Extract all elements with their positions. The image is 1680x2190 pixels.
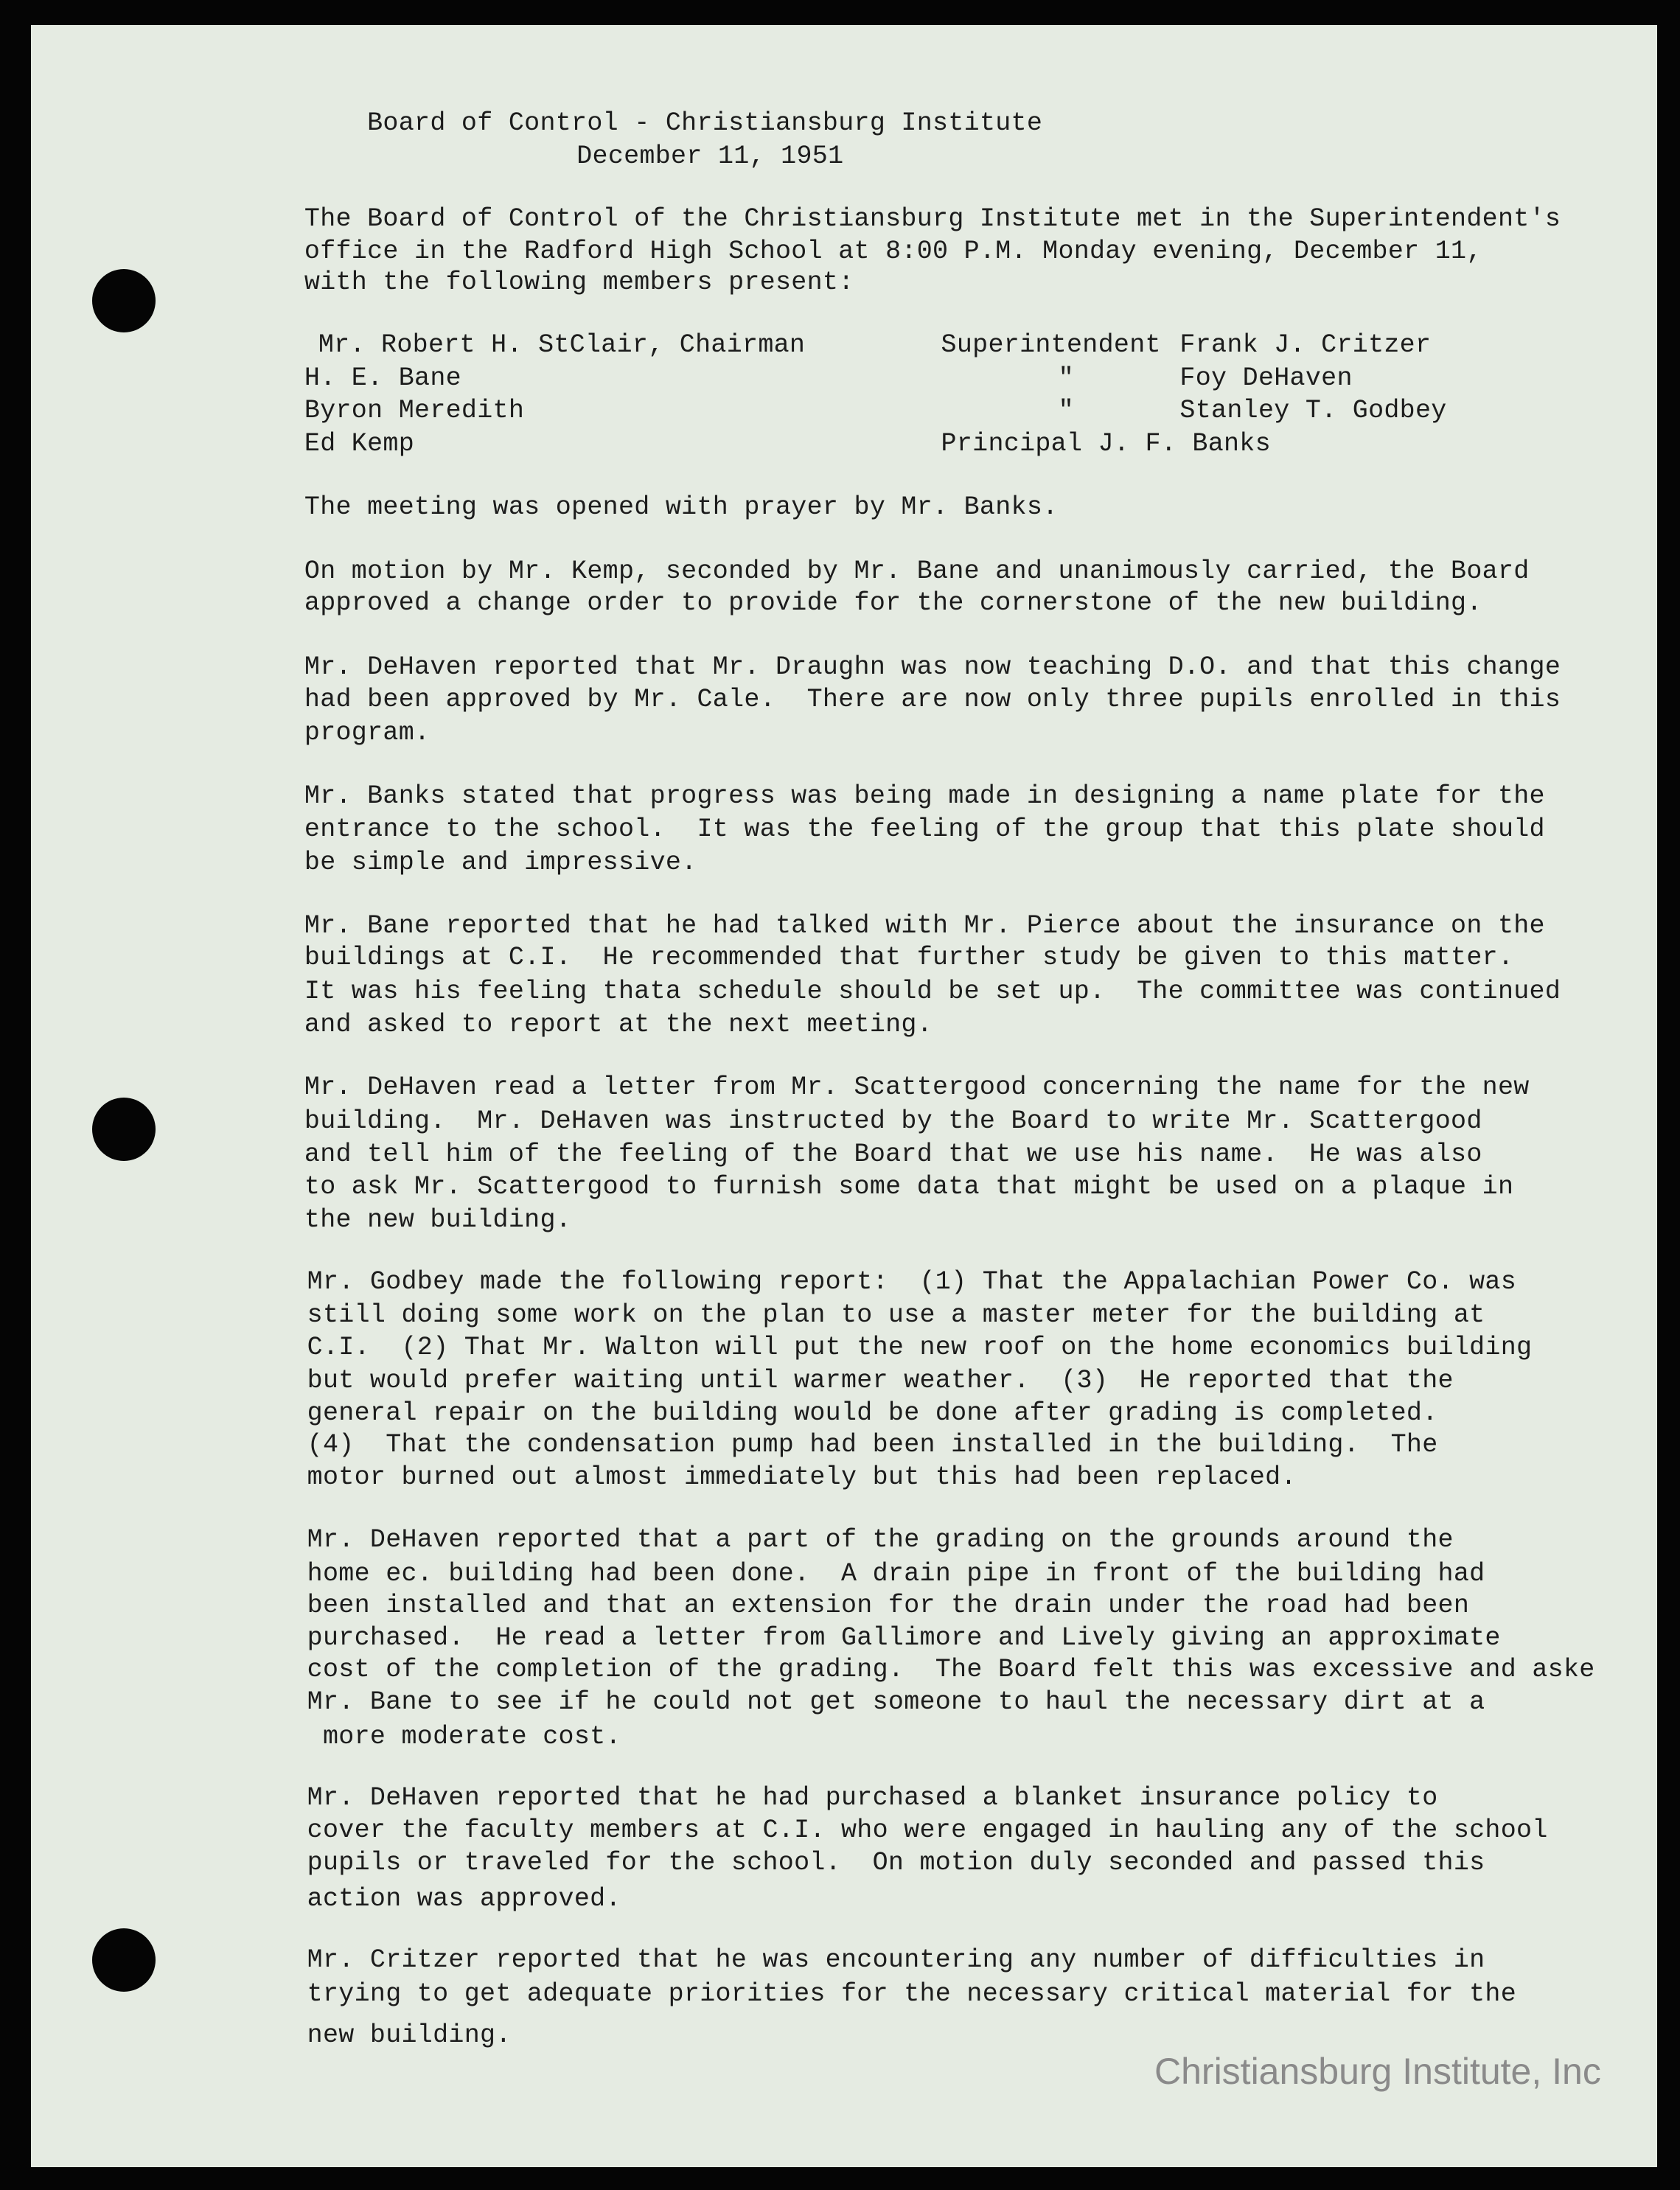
- paragraph-line: approved a change order to provide for the cornerstone of the new building.: [304, 588, 1482, 618]
- paragraph-line: entrance to the school. It was the feeling of the group that this plate should: [304, 815, 1545, 845]
- paragraph-line: cover the faculty members at C.I. who were engaged in hauling any of the school: [307, 1816, 1548, 1846]
- paragraph-line: Mr. Bane reported that he had talked with Mr. Pierce about the insurance on the: [304, 910, 1545, 941]
- paragraph-line: and asked to report at the next meeting.: [304, 1010, 933, 1040]
- paragraph-line: more moderate cost.: [307, 1722, 621, 1752]
- paragraph-line: office in the Radford High School at 8:00 P.M. Monday evening, December 11,: [304, 236, 1482, 266]
- member-role: Principal J. F. Banks: [941, 429, 1271, 459]
- document-date: December 11, 1951: [576, 142, 844, 172]
- paragraph-line: On motion by Mr. Kemp, seconded by Mr. Bane and unanimously carried, the Board: [304, 556, 1530, 586]
- document-page: [31, 25, 1657, 2167]
- member-name: Byron Meredith: [304, 395, 525, 425]
- paragraph-line: home ec. building had been done. A drain pipe in front of the building had: [307, 1558, 1485, 1589]
- paragraph-line: but would prefer waiting until warmer weather. (3) He reported that the: [307, 1366, 1454, 1396]
- paragraph-line: Mr. Critzer reported that he was encountering any number of difficulties in: [307, 1945, 1485, 1975]
- paragraph-line: new building.: [307, 2020, 512, 2051]
- paragraph-line: been installed and that an extension for the drain under the road had been: [307, 1591, 1470, 1621]
- paragraph-line: (4) That the condensation pump had been installed in the building. The: [307, 1430, 1438, 1460]
- member-role: ": [1058, 363, 1074, 394]
- document-title: Board of Control - Christiansburg Institute: [367, 108, 1043, 138]
- paragraph-line: to ask Mr. Scattergood to furnish some data that might be used on a plaque in: [304, 1171, 1514, 1202]
- paragraph-line: cost of the completion of the grading. The Board felt this was excessive and aske: [307, 1655, 1595, 1685]
- paragraph-line: Mr. DeHaven reported that Mr. Draughn was now teaching D.O. and that this change: [304, 652, 1561, 683]
- member-name: H. E. Bane: [304, 363, 461, 394]
- paragraph-line: Mr. DeHaven reported that a part of the grading on the grounds around the: [307, 1525, 1454, 1555]
- paragraph-line: purchased. He read a letter from Gallimore and Lively giving an approximate: [307, 1622, 1501, 1653]
- paragraph-line: It was his feeling thata schedule should be set up. The committee was continued: [304, 976, 1561, 1006]
- paragraph-line: Mr. Bane to see if he could not get someone to haul the necessary dirt at a: [307, 1687, 1485, 1717]
- member-name: Ed Kemp: [304, 429, 415, 459]
- paragraph-line: trying to get adequate priorities for the necessary critical material for the: [307, 1978, 1517, 2009]
- watermark: Christiansburg Institute, Inc: [1154, 2051, 1601, 2092]
- paragraph-line: action was approved.: [307, 1883, 621, 1914]
- member-role: Superintendent: [941, 329, 1161, 360]
- paragraph-line: pupils or traveled for the school. On motion duly seconded and passed this: [307, 1847, 1485, 1877]
- paragraph-line: be simple and impressive.: [304, 848, 697, 878]
- paragraph-line: the new building.: [304, 1205, 572, 1235]
- paragraph-line: general repair on the building would be done after grading is completed.: [307, 1398, 1438, 1428]
- punch-hole: [92, 1928, 156, 1992]
- paragraph-line: Mr. DeHaven reported that he had purchased a blanket insurance policy to: [307, 1783, 1438, 1813]
- paragraph-line: Mr. Banks stated that progress was being made in designing a name plate for the: [304, 781, 1545, 811]
- paragraph-line: buildings at C.I. He recommended that further study be given to this matter.: [304, 943, 1514, 973]
- paragraph-line: The meeting was opened with prayer by Mr. Banks.: [304, 492, 1059, 522]
- member-name: Frank J. Critzer: [1179, 329, 1432, 360]
- paragraph-line: had been approved by Mr. Cale. There are now only three pupils enrolled in this: [304, 684, 1561, 714]
- paragraph-line: building. Mr. DeHaven was instructed by the Board to write Mr. Scattergood: [304, 1106, 1482, 1136]
- paragraph-line: motor burned out almost immediately but this had been replaced.: [307, 1462, 1297, 1492]
- member-name: Foy DeHaven: [1179, 363, 1353, 394]
- paragraph-line: Mr. Godbey made the following report: (1) That the Appalachian Power Co. was: [307, 1266, 1517, 1297]
- member-name: Stanley T. Godbey: [1179, 395, 1447, 425]
- paragraph-line: still doing some work on the plan to use a master meter for the building at: [307, 1300, 1485, 1331]
- paragraph-line: The Board of Control of the Christiansburg Institute met in the Superintendent's: [304, 204, 1561, 234]
- paragraph-line: Mr. DeHaven read a letter from Mr. Scattergood concerning the name for the new: [304, 1073, 1530, 1103]
- paragraph-line: and tell him of the feeling of the Board that we use his name. He was also: [304, 1140, 1482, 1170]
- member-name: Mr. Robert H. StClair, Chairman: [318, 329, 806, 360]
- punch-hole: [92, 269, 156, 332]
- member-role: ": [1058, 395, 1074, 425]
- paragraph-line: program.: [304, 718, 431, 748]
- punch-hole: [92, 1098, 156, 1161]
- paragraph-line: with the following members present:: [304, 267, 854, 297]
- paragraph-line: C.I. (2) That Mr. Walton will put the new roof on the home economics building: [307, 1332, 1533, 1362]
